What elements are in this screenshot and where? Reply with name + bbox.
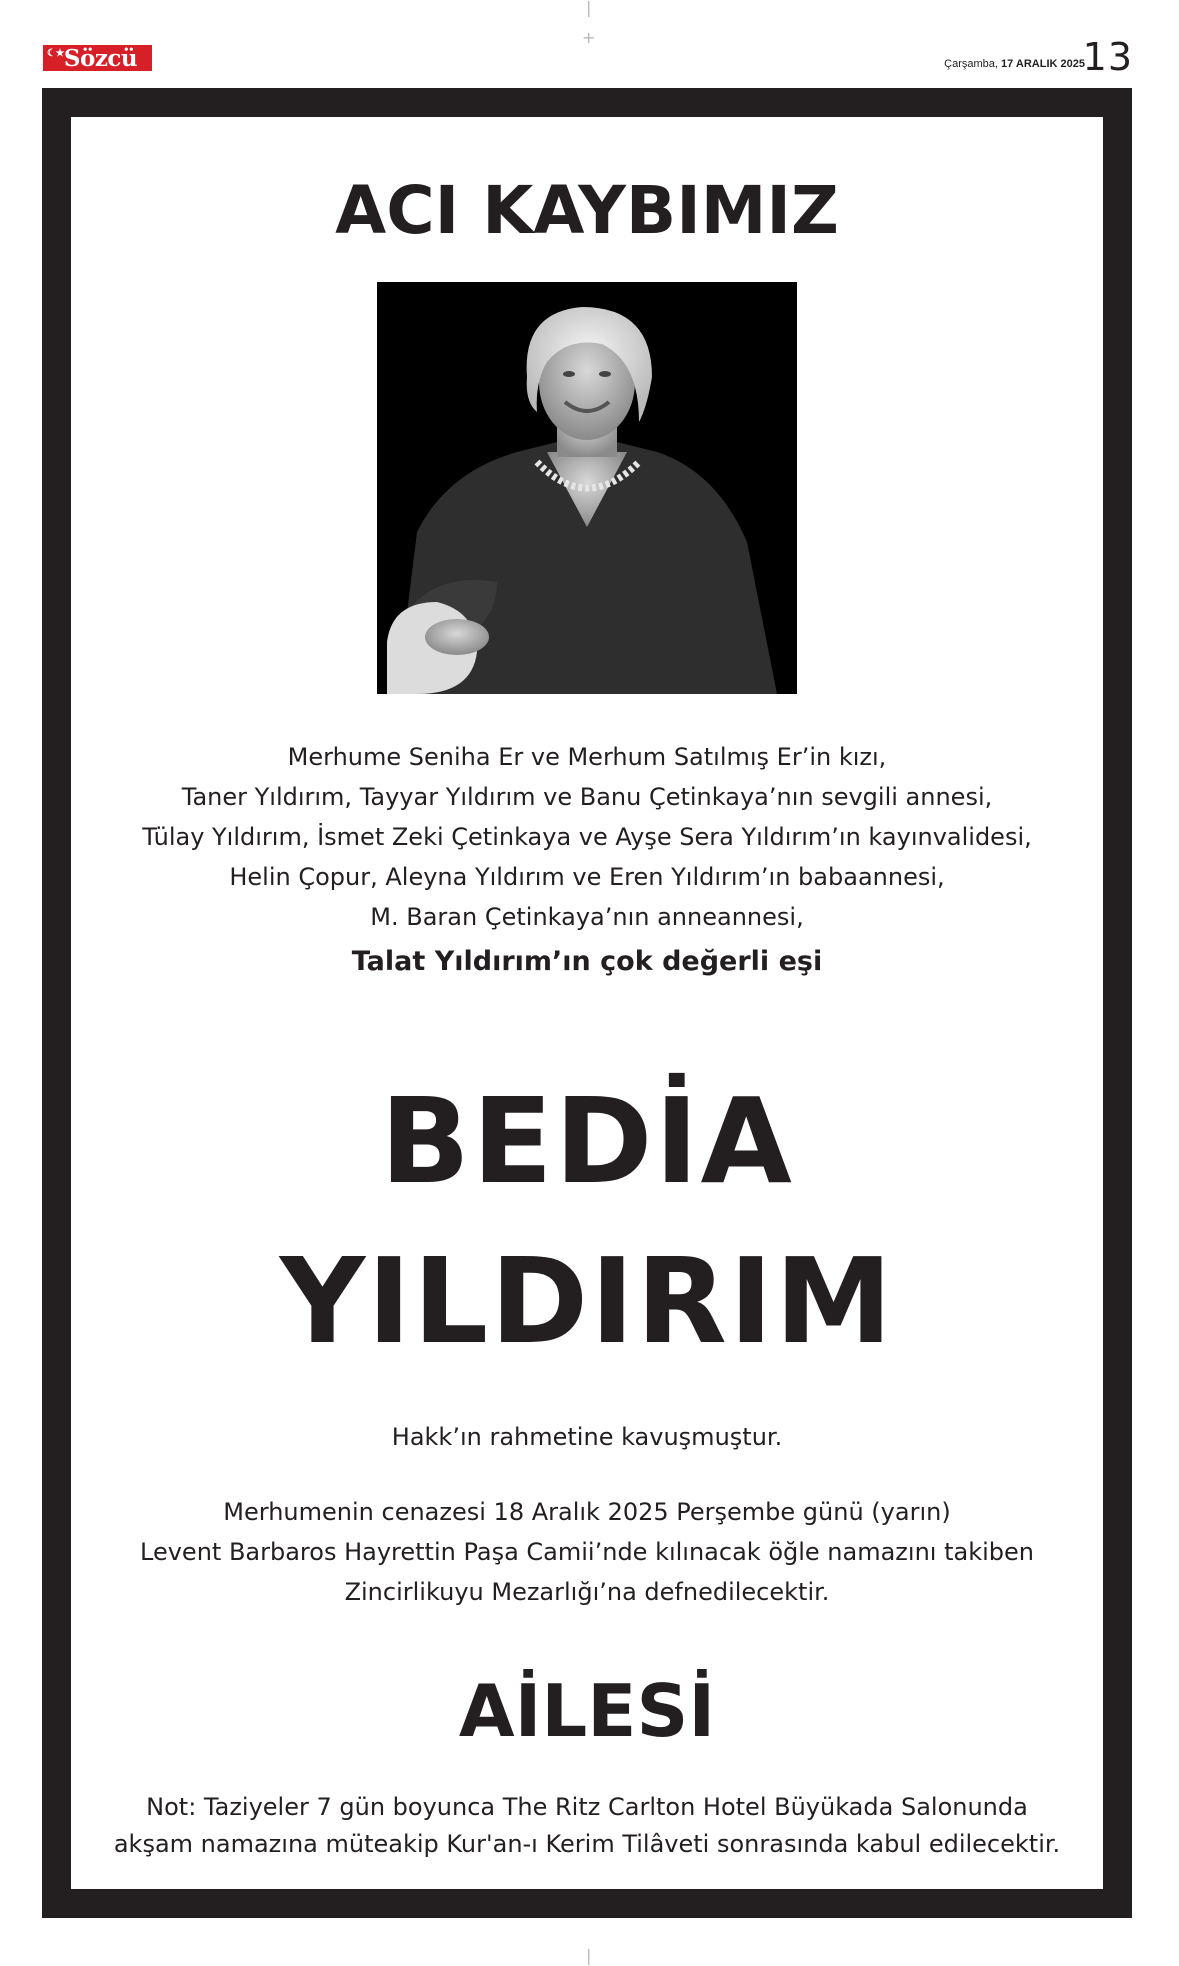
relation-line: Tülay Yıldırım, İsmet Zeki Çetinkaya ve Ayşe Sera Yıldırım’ın kayınvalidesi, [142, 823, 1032, 851]
note-line: akşam namazına müteakip Kur'an-ı Kerim Tilâveti sonrasında kabul edilecektir. [113, 1830, 1061, 1858]
publication-date [944, 58, 1085, 70]
funeral-line: Merhumenin cenazesi 18 Aralık 2025 Perşembe günü (yarın) [223, 1498, 951, 1526]
newspaper-logo [43, 45, 152, 71]
funeral-details [71, 1492, 1103, 1612]
passed-away-line: Hakk’ın rahmetine kavuşmuştur. [391, 1423, 783, 1451]
date-full: 17 ARALIK 2025 [1001, 58, 1085, 70]
newspaper-name: Sözcü [63, 44, 138, 72]
relation-line: Taner Yıldırım, Tayyar Yıldırım ve Banu Çetinkaya’nın sevgili annesi, [181, 783, 993, 811]
note-line: Not: Taziyeler 7 gün boyunca The Ritz Carlton Hotel Büyükada Salonunda [146, 1793, 1028, 1821]
deceased-last-name: YILDIRIM [279, 1232, 895, 1370]
funeral-line: Levent Barbaros Hayrettin Paşa Camii’nde kılınacak öğle namazını takiben [140, 1538, 1034, 1566]
portrait-photo [377, 282, 797, 694]
crop-mark-icon: | [586, 0, 592, 17]
registration-mark-icon: + [582, 28, 596, 47]
relation-line: M. Baran Çetinkaya’nın anneannesi, [370, 903, 804, 931]
spouse-line: Talat Yıldırım’ın çok değerli eşi [351, 946, 823, 977]
deceased-first-name: BEDİA [380, 1072, 794, 1210]
page-number: 13 [1082, 35, 1133, 79]
relation-line: Helin Çopur, Aleyna Yıldırım ve Eren Yıldırım’ın babaannesi, [229, 863, 945, 891]
family-relations [71, 737, 1103, 937]
relation-line: Merhume Seniha Er ve Merhum Satılmış Er’in kızı, [287, 743, 887, 771]
portrait-illustration [377, 282, 797, 694]
obituary-frame [42, 88, 1132, 1918]
signature-family: AİLESİ [458, 1669, 716, 1753]
funeral-line: Zincirlikuyu Mezarlığı’na defnedilecektir. [344, 1578, 830, 1606]
condolence-note [71, 1789, 1103, 1863]
crescent-star-icon: ☾★ [47, 48, 64, 59]
notice-title: ACI KAYBIMIZ [335, 172, 839, 249]
date-weekday: Çarşamba, [944, 58, 998, 70]
obituary-content [71, 117, 1103, 1889]
crop-mark-icon: | [586, 1946, 592, 1965]
